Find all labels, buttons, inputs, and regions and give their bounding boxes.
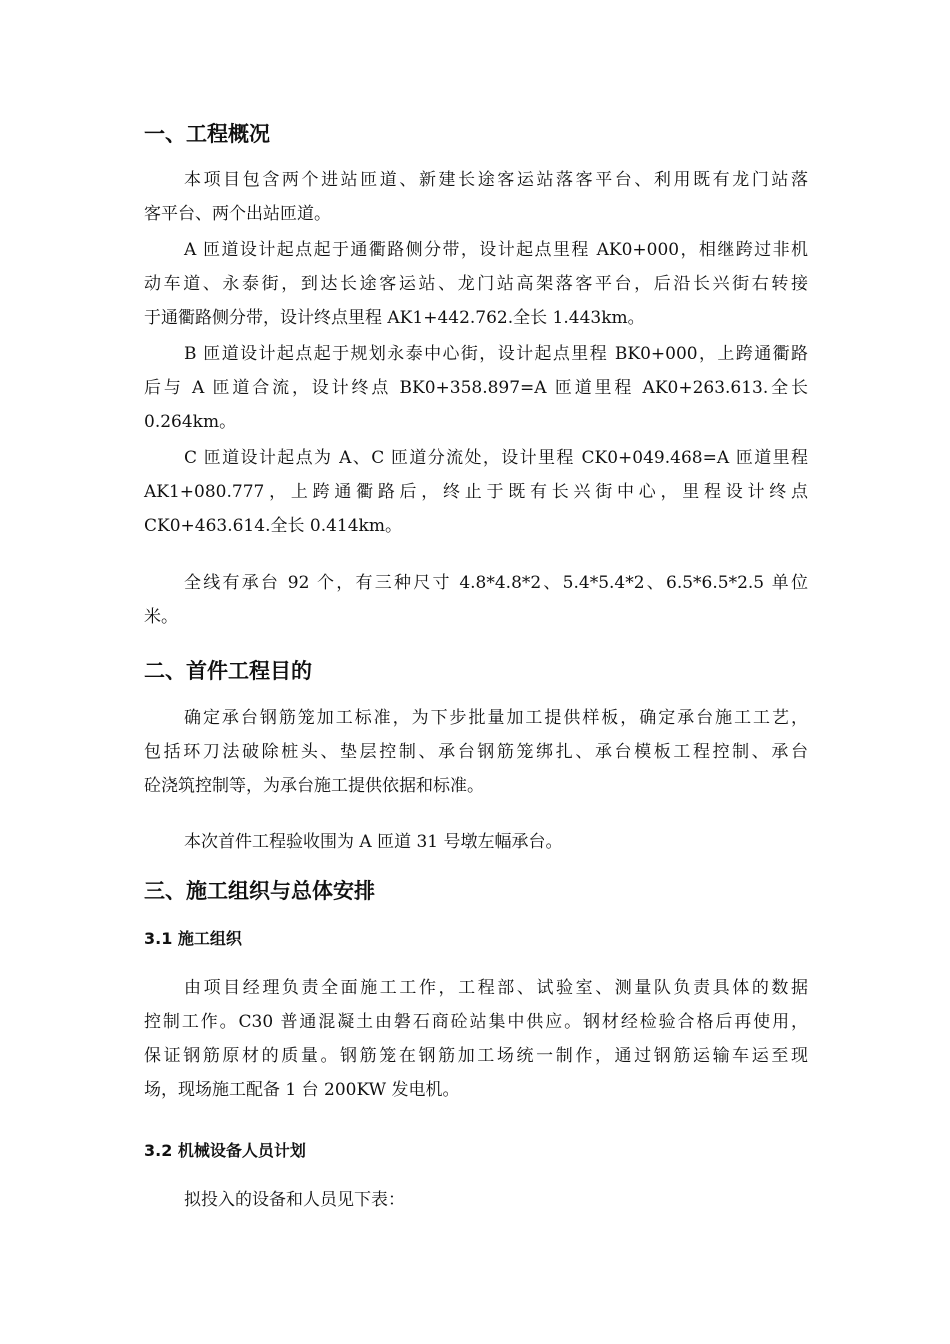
subsection-heading-equipment-personnel: 3.2 机械设备人员计划 xyxy=(144,1141,306,1160)
text-line: 由项目经理负责全面施工工作，工程部、试验室、测量队负责具体的数据 xyxy=(184,978,808,998)
paragraph-project-scope xyxy=(144,163,808,231)
text-line: CK0+463.614.全长 0.414km。 xyxy=(144,516,402,536)
text-line: 0.264km。 xyxy=(144,412,237,432)
text-line: 包括环刀法破除桩头、垫层控制、承台钢筋笼绑扎、承台模板工程控制、承台 xyxy=(144,742,808,762)
text-line: A 匝道设计起点起于通衢路侧分带，设计起点里程 AK0+000，相继跨过非机 xyxy=(184,240,808,260)
paragraph-ramp-a xyxy=(144,233,808,335)
text-line: 砼浇筑控制等，为承台施工提供依据和标准。 xyxy=(144,776,484,796)
text-line: 后与 A 匝道合流，设计终点 BK0+358.897=A 匝道里程 AK0+263.613.全长 xyxy=(144,378,808,398)
paragraph-acceptance-scope xyxy=(144,825,808,859)
paragraph-ramp-b xyxy=(144,337,808,439)
paragraph-purpose xyxy=(144,701,808,803)
text-line: 于通衢路侧分带，设计终点里程 AK1+442.762.全长 1.443km。 xyxy=(144,308,645,328)
text-line: 客平台、两个出站匝道。 xyxy=(144,204,331,224)
paragraph-ramp-c xyxy=(144,441,808,543)
text-line: 确定承台钢筋笼加工标准，为下步批量加工提供样板，确定承台施工工艺， xyxy=(184,708,808,728)
section-heading-overview: 一、工程概况 xyxy=(144,122,270,146)
text-line: B 匝道设计起点起于规划永泰中心街，设计起点里程 BK0+000，上跨通衢路 xyxy=(184,344,808,364)
section-heading-organization: 三、施工组织与总体安排 xyxy=(144,879,375,903)
text-line: 动车道、永泰街，到达长途客运站、龙门站高架落客平台，后沿长兴街右转接 xyxy=(144,274,808,294)
paragraph-equipment-intro xyxy=(144,1183,808,1217)
paragraph-pile-caps xyxy=(144,566,808,634)
text-line: C 匝道设计起点为 A、C 匝道分流处，设计里程 CK0+049.468=A 匝道里程 xyxy=(184,448,808,468)
text-line: 本项目包含两个进站匝道、新建长途客运站落客平台、利用既有龙门站落 xyxy=(184,170,808,190)
section-heading-purpose: 二、首件工程目的 xyxy=(144,659,312,683)
text-line: 全线有承台 92 个，有三种尺寸 4.8*4.8*2、5.4*5.4*2、6.5*6.5*2.5 单位 xyxy=(184,573,808,593)
text-line: 保证钢筋原材的质量。钢筋笼在钢筋加工场统一制作，通过钢筋运输车运至现 xyxy=(144,1046,808,1066)
text-line: 控制工作。C30 普通混凝土由磐石商砼站集中供应。钢材经检验合格后再使用， xyxy=(144,1012,808,1032)
text-line: 本次首件工程验收围为 A 匝道 31 号墩左幅承台。 xyxy=(184,832,563,852)
text-line: 场，现场施工配备 1 台 200KW 发电机。 xyxy=(144,1080,460,1100)
paragraph-construction-organization xyxy=(144,971,808,1107)
subsection-heading-construction-organization: 3.1 施工组织 xyxy=(144,929,242,948)
text-line: AK1+080.777，上跨通衢路后，终止于既有长兴街中心，里程设计终点 xyxy=(144,482,808,502)
text-line: 米。 xyxy=(144,607,178,627)
text-line: 拟投入的设备和人员见下表： xyxy=(184,1190,405,1210)
